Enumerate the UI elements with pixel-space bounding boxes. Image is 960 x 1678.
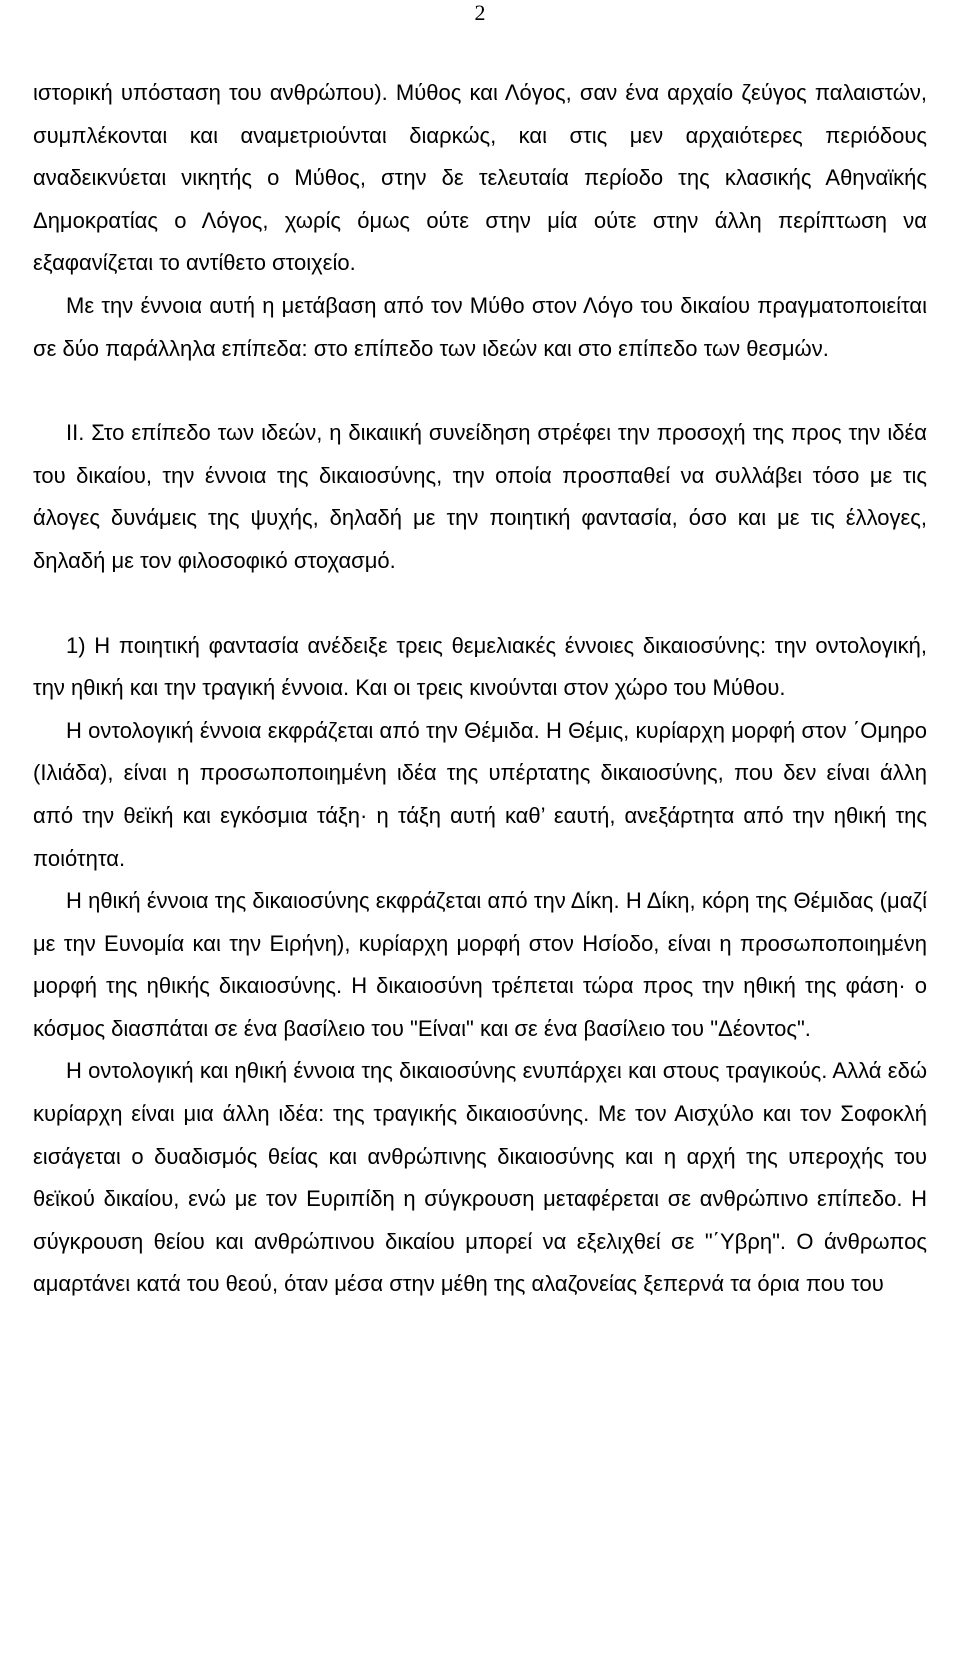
document-body xyxy=(33,72,927,1306)
page-number: 2 xyxy=(474,0,486,25)
paragraph-4: 1) Η ποιητική φαντασία ανέδειξε τρεις θεμελιακές έννοιες δικαιοσύνης: την οντολογική, την ηθική και την τραγική έννοια. Και οι τρεις κινούνται στον χώρο του Μύθου. xyxy=(33,632,927,701)
paragraph-spacer xyxy=(33,583,927,625)
paragraph-7: Η οντολογική και ηθική έννοια της δικαιοσύνης ενυπάρχει και στους τραγικούς. Αλλά εδώ κυρίαρχη είναι μια άλλη ιδέα: της τραγικής δικαιοσύνης. Με τον Αισχύλο και τον Σοφοκλή εισάγεται ο δυαδισμός θείας και ανθρώπινης δικαιοσύνης και η αρχή της υπεροχής του θεϊκού δικαίου, ενώ με τον Ευριπίδη η σύγκρουση μεταφέρεται σε ανθρώπινο επίπεδο. Η σύγκρουση θείου και ανθρώπινου δικαίου μπορεί να εξελιχθεί σε "΄Υβρη". Ο άνθρωπος αμαρτάνει κατά του θεού, όταν μέσα στην μέθη της αλαζονείας ξεπερνά τα όρια που του xyxy=(33,1058,927,1297)
paragraph-spacer xyxy=(33,370,927,412)
paragraph-3: ΙΙ. Στο επίπεδο των ιδεών, η δικαιική συνείδηση στρέφει την προσοχή της προς την ιδέα του δικαίου, την έννοια της δικαιοσύνης, την οποία προσπαθεί να συλλάβει τόσο με τις άλογες δυνάμεις της ψυχής, δηλαδή με την ποιητική φαντασία, όσο και με τις έλλογες, δηλαδή με τον φιλοσοφικό στοχασμό. xyxy=(33,420,927,573)
paragraph-1: ιστορική υπόσταση του ανθρώπου). Μύθος και Λόγος, σαν ένα αρχαίο ζεύγος παλαιστών, συμπλέκονται και αναμετριούνται διαρκώς, και στις μεν αρχαιότερες περιόδους αναδεικνύεται νικητής ο Μύθος, στην δε τελευταία περίοδο της κλασικής Αθηναϊκής Δημοκρατίας ο Λόγος, χωρίς όμως ούτε στην μία ούτε στην άλλη περίπτωση να εξαφανίζεται το αντίθετο στοιχείο. xyxy=(33,80,927,276)
paragraph-5: Η οντολογική έννοια εκφράζεται από την Θέμιδα. Η Θέμις, κυρίαρχη μορφή στον ΄Ομηρο (Ιλιάδα), είναι η προσωποποιημένη ιδέα της υπέρτατης δικαιοσύνης, που δεν είναι άλλη από την θεϊκή και εγκόσμια τάξη· η τάξη αυτή καθ’ εαυτή, ανεξάρτητα από την ηθική της ποιότητα. xyxy=(33,717,927,871)
paragraph-2: Με την έννοια αυτή η μετάβαση από τον Μύθο στον Λόγο του δικαίου πραγματοποιείται σε δύο παράλληλα επίπεδα: στο επίπεδο των ιδεών και στο επίπεδο των θεσμών. xyxy=(33,292,927,361)
paragraph-6: Η ηθική έννοια της δικαιοσύνης εκφράζεται από την Δίκη. Η Δίκη, κόρη της Θέμιδας (μαζί με την Ευνομία και την Ειρήνη), κυρίαρχη μορφή στον Ησίοδο, είναι η προσωποποιημένη μορφή της ηθικής δικαιοσύνης. Η δικαιοσύνη τρέπεται τώρα προς την ηθική της φάση· ο κόσμος διασπάται σε ένα βασίλειο του "Είναι" και σε ένα βασίλειο του "Δέοντος". xyxy=(33,888,927,1041)
